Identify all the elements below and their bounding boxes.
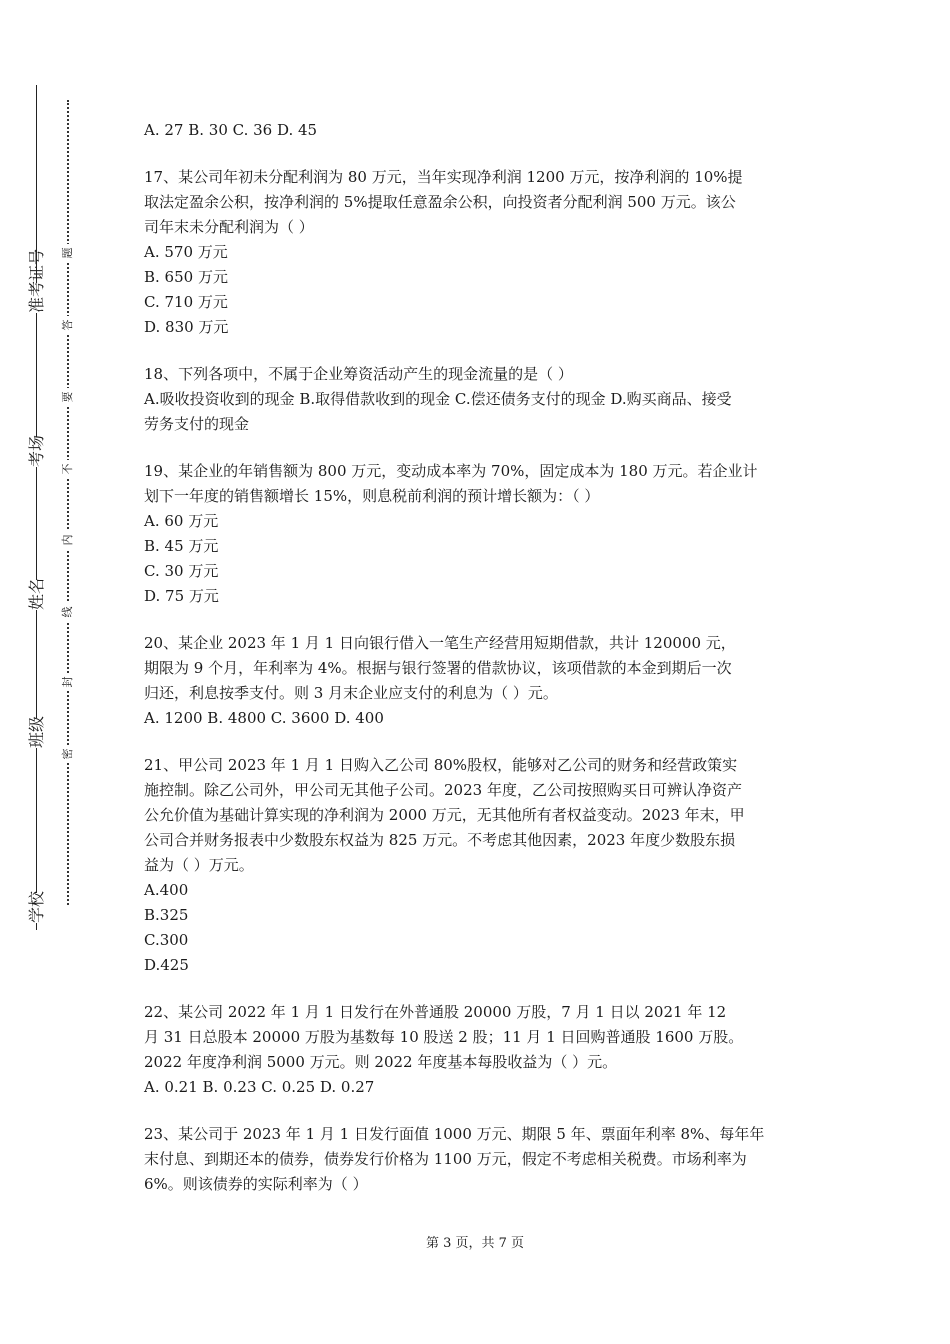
question-19 bbox=[144, 459, 812, 609]
question-16-continuation bbox=[144, 118, 812, 143]
field-label-exam-room: 考场 bbox=[22, 437, 52, 467]
binding-margin bbox=[0, 0, 120, 1344]
question-stem-line: 划下一年度的销售额增长 15%，则息税前利润的预计增长额为：（ ） bbox=[144, 487, 600, 505]
question-20 bbox=[144, 631, 812, 731]
seal-char: 线 bbox=[59, 603, 77, 621]
question-21 bbox=[144, 753, 812, 978]
option-b: B.325 bbox=[144, 906, 189, 924]
question-stem-line: 公司合并财务报表中少数股东权益为 825 万元。不考虑其他因素，2023 年度少数股东损 bbox=[144, 831, 736, 849]
question-18 bbox=[144, 362, 812, 437]
question-23 bbox=[144, 1122, 812, 1197]
option-c: C. 30 万元 bbox=[144, 562, 219, 580]
option-line: A. 1200 B. 4800 C. 3600 D. 400 bbox=[144, 709, 384, 727]
question-stem-line: 末付息、到期还本的债券，债券发行价格为 1100 万元，假定不考虑相关税费。市场利率为 bbox=[144, 1150, 747, 1168]
seal-char: 答 bbox=[59, 316, 77, 334]
question-stem-line: 月 31 日总股本 20000 万股为基数每 10 股送 2 股；11 月 1 日回购普通股 1600 万股。 bbox=[144, 1028, 744, 1046]
question-stem-line: 2022 年度净利润 5000 万元。则 2022 年度基本每股收益为（ ）元。 bbox=[144, 1053, 618, 1071]
option-d: D.425 bbox=[144, 956, 189, 974]
seal-char: 题 bbox=[59, 244, 77, 262]
question-stem-line: 公允价值为基础计算实现的净利润为 2000 万元，无其他所有者权益变动。2023 年末，甲 bbox=[144, 806, 745, 824]
field-label-name: 姓名 bbox=[22, 580, 52, 610]
seal-char: 要 bbox=[59, 388, 77, 406]
option-line: A. 0.21 B. 0.23 C. 0.25 D. 0.27 bbox=[144, 1078, 375, 1096]
option-d: D. 830 万元 bbox=[144, 318, 229, 336]
option-a: A.400 bbox=[144, 881, 189, 899]
question-stem-line: 19、某企业的年销售额为 800 万元，变动成本率为 70%，固定成本为 180 万元。若企业计 bbox=[144, 462, 758, 480]
option-a: A. 60 万元 bbox=[144, 512, 219, 530]
option-c: C. 710 万元 bbox=[144, 293, 228, 311]
seal-char: 内 bbox=[59, 531, 77, 549]
question-stem-line: 施控制。除乙公司外，甲公司无其他子公司。2023 年度，乙公司按照购买日可辨认净资产 bbox=[144, 781, 742, 799]
question-stem-line: 23、某公司于 2023 年 1 月 1 日发行面值 1000 万元、期限 5 年、票面年利率 8%、每年年 bbox=[144, 1125, 765, 1143]
field-label-school: 学校 bbox=[22, 893, 52, 923]
question-17 bbox=[144, 165, 812, 340]
question-22 bbox=[144, 1000, 812, 1100]
option-a: A. 570 万元 bbox=[144, 243, 228, 261]
question-list bbox=[144, 118, 812, 1219]
page-number: 第 3 页，共 7 页 bbox=[425, 1236, 525, 1251]
question-stem-line: A.吸收投资收到的现金 B.取得借款收到的现金 C.偿还债务支付的现金 D.购买商品、接受 bbox=[144, 390, 732, 408]
option-c: C.300 bbox=[144, 931, 189, 949]
binding-solid-line bbox=[36, 85, 37, 930]
question-stem-line: 归还，利息按季支付。则 3 月末企业应支付的利息为（ ）元。 bbox=[144, 684, 558, 702]
question-stem-line: 益为（ ）万元。 bbox=[144, 856, 254, 874]
question-stem-line: 劳务支付的现金 bbox=[144, 415, 250, 433]
seal-char: 封 bbox=[59, 673, 77, 691]
option-b: B. 45 万元 bbox=[144, 537, 219, 555]
field-label-class: 班级 bbox=[22, 718, 52, 748]
question-stem-line: 取法定盈余公积，按净利润的 5%提取任意盈余公积，向投资者分配利润 500 万元。该公 bbox=[144, 193, 736, 211]
question-stem-line: 司年末未分配利润为（ ） bbox=[144, 218, 314, 236]
option-line: A. 27 B. 30 C. 36 D. 45 bbox=[144, 121, 318, 139]
seal-char: 密 bbox=[59, 745, 77, 763]
question-stem-line: 17、某公司年初未分配利润为 80 万元，当年实现净利润 1200 万元，按净利润的 10%提 bbox=[144, 168, 743, 186]
option-b: B. 650 万元 bbox=[144, 268, 228, 286]
question-stem-line: 21、甲公司 2023 年 1 月 1 日购入乙公司 80%股权，能够对乙公司的财务和经营政策实 bbox=[144, 756, 738, 774]
question-stem-line: 22、某公司 2022 年 1 月 1 日发行在外普通股 20000 万股，7 月 1 日以 2021 年 12 bbox=[144, 1003, 727, 1021]
question-stem-line: 18、下列各项中，不属于企业筹资活动产生的现金流量的是（ ） bbox=[144, 365, 573, 383]
binding-dotted-line bbox=[67, 100, 69, 905]
seal-char: 不 bbox=[59, 460, 77, 478]
question-stem-line: 20、某企业 2023 年 1 月 1 日向银行借入一笔生产经营用短期借款，共计 120000 元， bbox=[144, 634, 736, 652]
field-label-ticket-number: 准考证号 bbox=[22, 283, 52, 313]
option-d: D. 75 万元 bbox=[144, 587, 219, 605]
question-stem-line: 6%。则该债券的实际利率为（ ） bbox=[144, 1175, 368, 1193]
question-stem-line: 期限为 9 个月，年利率为 4%。根据与银行签署的借款协议，该项借款的本金到期后一次 bbox=[144, 659, 732, 677]
